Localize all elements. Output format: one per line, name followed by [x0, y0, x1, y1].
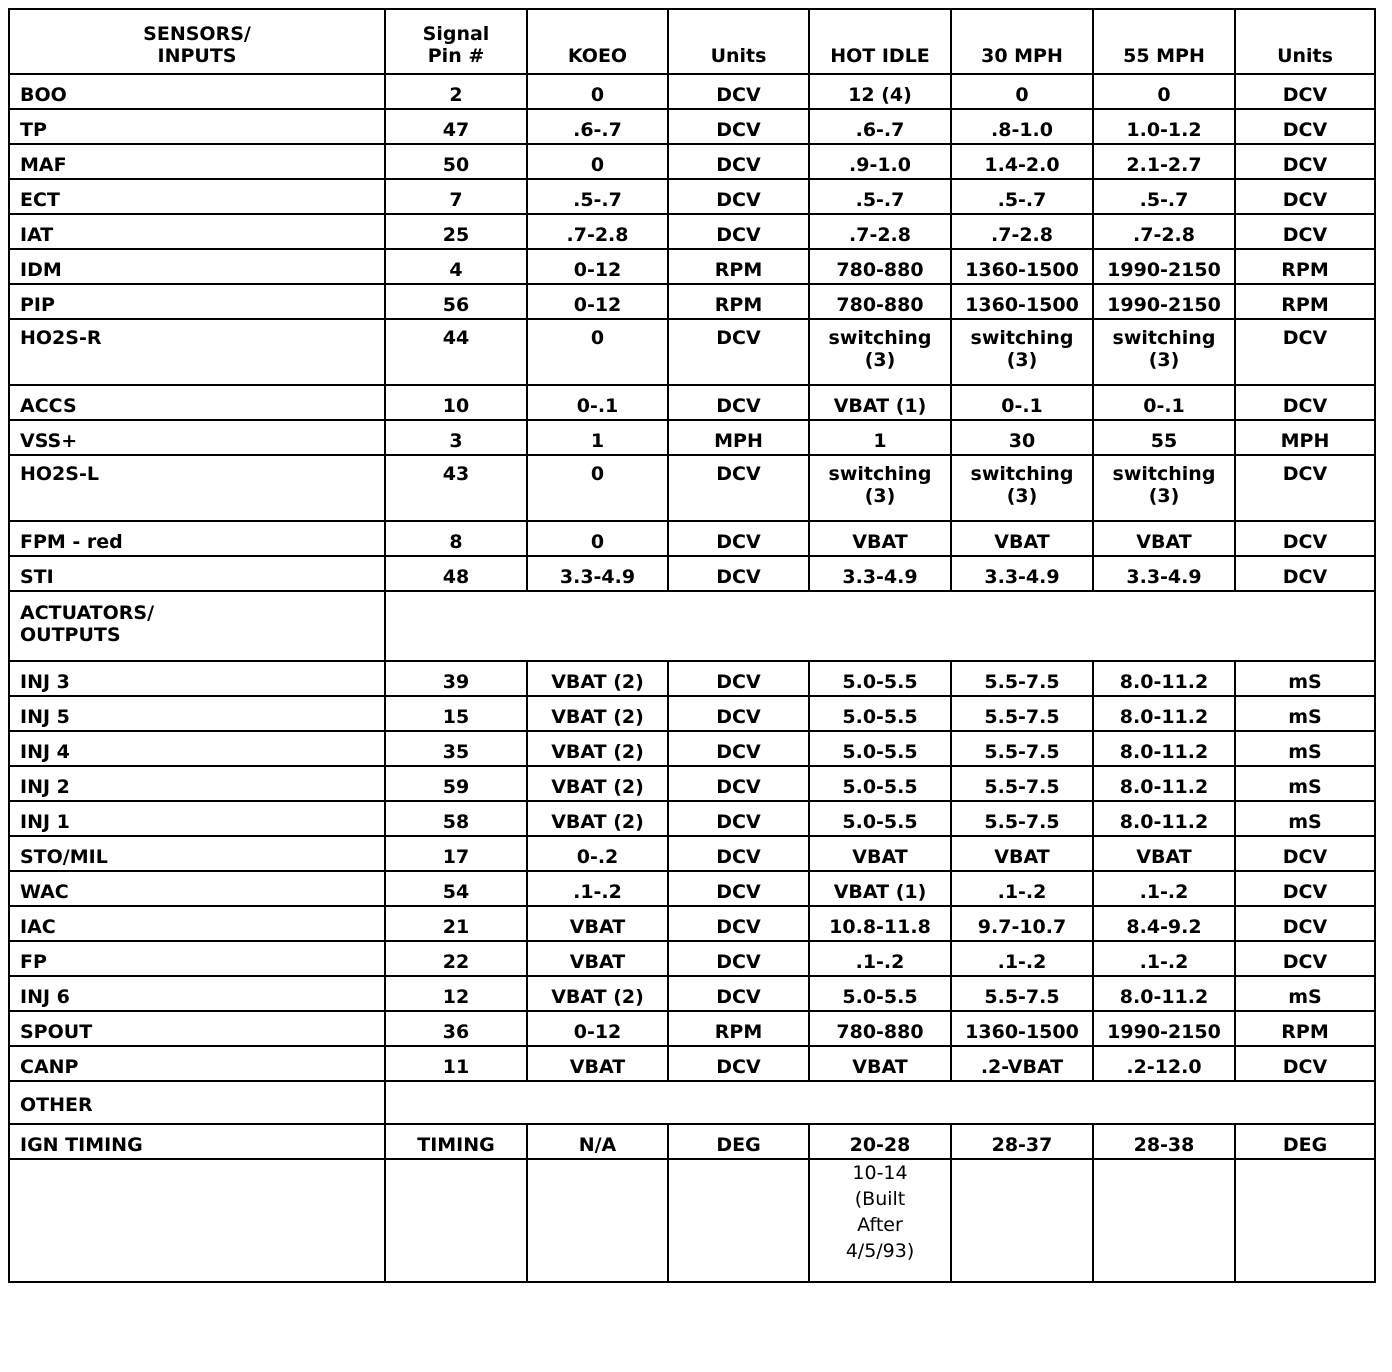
empty-cell	[668, 1159, 809, 1282]
header-sensors-line1: SENSORS/	[143, 23, 251, 45]
cell-30-mph: 3.3-4.9	[951, 556, 1093, 591]
cell-units-2: RPM	[1235, 284, 1375, 319]
table-row	[9, 906, 1375, 941]
cell-name: ACCS	[9, 385, 385, 420]
cell-koeo: 3.3-4.9	[527, 556, 668, 591]
cell-name: IDM	[9, 249, 385, 284]
cell-30-mph: 9.7-10.7	[951, 906, 1093, 941]
table-row	[9, 731, 1375, 766]
cell-55-mph: 3.3-4.9	[1093, 556, 1235, 591]
cell-55-mph: 0	[1093, 74, 1235, 109]
footnote-row	[9, 1159, 1375, 1282]
cell-units-2: DCV	[1235, 319, 1375, 385]
footnote-line: 4/5/93)	[845, 1240, 915, 1262]
cell-koeo: VBAT	[527, 906, 668, 941]
cell-pin: 11	[385, 1046, 527, 1081]
cell-units: RPM	[668, 284, 809, 319]
cell-units: DCV	[668, 319, 809, 385]
cell-30-mph: 0-.1	[951, 385, 1093, 420]
empty-cell	[385, 1159, 527, 1282]
header-hot-idle: HOT IDLE	[809, 9, 951, 74]
table-row	[9, 661, 1375, 696]
table-row	[9, 556, 1375, 591]
cell-30-mph: .5-.7	[951, 179, 1093, 214]
section-label-line: OUTPUTS	[20, 624, 121, 646]
cell-pin: 3	[385, 420, 527, 455]
cell-units-2: DCV	[1235, 906, 1375, 941]
cell-pin: 7	[385, 179, 527, 214]
cell-pin: 4	[385, 249, 527, 284]
cell-name: INJ 1	[9, 801, 385, 836]
empty-cell	[527, 1159, 668, 1282]
header-signal-line1: Signal	[422, 23, 490, 45]
cell-koeo: VBAT (2)	[527, 976, 668, 1011]
cell-55-mph: 1990-2150	[1093, 284, 1235, 319]
cell-55-mph: 1990-2150	[1093, 1011, 1235, 1046]
header-sensors-line2: INPUTS	[157, 45, 237, 67]
table-row	[9, 420, 1375, 455]
cell-units: DCV	[668, 696, 809, 731]
cell-30-mph: .1-.2	[951, 941, 1093, 976]
cell-55-mph: 1990-2150	[1093, 249, 1235, 284]
cell-units-2: RPM	[1235, 1011, 1375, 1046]
cell-koeo: 1	[527, 420, 668, 455]
cell-koeo: .6-.7	[527, 109, 668, 144]
cell-30-mph: 0	[951, 74, 1093, 109]
cell-units: RPM	[668, 249, 809, 284]
cell-koeo: 0-12	[527, 1011, 668, 1046]
cell-units: DCV	[668, 144, 809, 179]
cell-pin: 58	[385, 801, 527, 836]
cell-pin: 59	[385, 766, 527, 801]
cell-pin: 36	[385, 1011, 527, 1046]
empty-cell	[1093, 1159, 1235, 1282]
cell-units-2: DCV	[1235, 214, 1375, 249]
cell-30-mph: .7-2.8	[951, 214, 1093, 249]
section-empty-span	[385, 1081, 1375, 1124]
header-55-mph: 55 MPH	[1093, 9, 1235, 74]
cell-pin: 50	[385, 144, 527, 179]
table-row	[9, 941, 1375, 976]
cell-name: INJ 4	[9, 731, 385, 766]
cell-koeo: VBAT (2)	[527, 696, 668, 731]
cell-hot-idle: 780-880	[809, 1011, 951, 1046]
header-row	[9, 9, 1375, 74]
cell-units: DCV	[668, 1046, 809, 1081]
header-sensors-inputs	[9, 9, 385, 74]
cell-55-mph: 8.4-9.2	[1093, 906, 1235, 941]
cell-koeo: .1-.2	[527, 871, 668, 906]
cell-55-mph: 8.0-11.2	[1093, 801, 1235, 836]
cell-30-mph: 28-37	[951, 1124, 1093, 1159]
table-row	[9, 214, 1375, 249]
cell-30-mph: 1360-1500	[951, 1011, 1093, 1046]
cell-30-mph: 5.5-7.5	[951, 976, 1093, 1011]
cell-units: DCV	[668, 941, 809, 976]
cell-koeo: VBAT (2)	[527, 731, 668, 766]
cell-units: DCV	[668, 976, 809, 1011]
cell-pin: 15	[385, 696, 527, 731]
cell-55-mph: 28-38	[1093, 1124, 1235, 1159]
cell-units: DCV	[668, 661, 809, 696]
cell-hot-idle: .6-.7	[809, 109, 951, 144]
cell-hot-idle: 1	[809, 420, 951, 455]
cell-55-mph: switching (3)	[1093, 319, 1235, 385]
cell-pin: 35	[385, 731, 527, 766]
cell-name: STO/MIL	[9, 836, 385, 871]
cell-pin: TIMING	[385, 1124, 527, 1159]
cell-units: DCV	[668, 179, 809, 214]
cell-units-2: mS	[1235, 731, 1375, 766]
section-label: OTHER	[9, 1081, 385, 1124]
cell-units-2: mS	[1235, 696, 1375, 731]
cell-hot-idle: .7-2.8	[809, 214, 951, 249]
cell-koeo: 0	[527, 319, 668, 385]
cell-units: DCV	[668, 766, 809, 801]
cell-hot-idle: VBAT	[809, 836, 951, 871]
cell-koeo: VBAT	[527, 1046, 668, 1081]
cell-koeo: 0-.1	[527, 385, 668, 420]
cell-name: IGN TIMING	[9, 1124, 385, 1159]
cell-units: DCV	[668, 109, 809, 144]
table-row	[9, 521, 1375, 556]
cell-units: DCV	[668, 214, 809, 249]
cell-koeo: VBAT (2)	[527, 766, 668, 801]
cell-name: VSS+	[9, 420, 385, 455]
cell-pin: 8	[385, 521, 527, 556]
cell-hot-idle: 780-880	[809, 284, 951, 319]
cell-hot-idle: 3.3-4.9	[809, 556, 951, 591]
cell-name: FP	[9, 941, 385, 976]
cell-55-mph: VBAT	[1093, 836, 1235, 871]
cell-name: INJ 5	[9, 696, 385, 731]
cell-30-mph: 1360-1500	[951, 284, 1093, 319]
footnote-line: 10-14	[852, 1162, 908, 1184]
table-row	[9, 144, 1375, 179]
section-label-line: ACTUATORS/	[20, 602, 155, 624]
cell-koeo: N/A	[527, 1124, 668, 1159]
cell-units-2: DCV	[1235, 521, 1375, 556]
cell-30-mph: .2-VBAT	[951, 1046, 1093, 1081]
cell-pin: 54	[385, 871, 527, 906]
cell-pin: 12	[385, 976, 527, 1011]
table-row	[9, 766, 1375, 801]
cell-55-mph: .1-.2	[1093, 941, 1235, 976]
cell-55-mph: 55	[1093, 420, 1235, 455]
cell-30-mph: 1360-1500	[951, 249, 1093, 284]
cell-name: HO2S-R	[9, 319, 385, 385]
table-row	[9, 1046, 1375, 1081]
cell-units-2: MPH	[1235, 420, 1375, 455]
cell-pin: 17	[385, 836, 527, 871]
cell-name: SPOUT	[9, 1011, 385, 1046]
table-row	[9, 1011, 1375, 1046]
cell-55-mph: .5-.7	[1093, 179, 1235, 214]
cell-units: MPH	[668, 420, 809, 455]
cell-30-mph: 5.5-7.5	[951, 661, 1093, 696]
cell-pin: 21	[385, 906, 527, 941]
sensor-data-table	[8, 8, 1376, 1283]
cell-units-2: DCV	[1235, 385, 1375, 420]
cell-hot-idle: 5.0-5.5	[809, 696, 951, 731]
cell-units-2: DCV	[1235, 836, 1375, 871]
table-row	[9, 179, 1375, 214]
cell-55-mph: 2.1-2.7	[1093, 144, 1235, 179]
cell-hot-idle: 5.0-5.5	[809, 801, 951, 836]
cell-units-2: DCV	[1235, 871, 1375, 906]
cell-30-mph: 5.5-7.5	[951, 766, 1093, 801]
cell-koeo: VBAT	[527, 941, 668, 976]
table-row	[9, 1124, 1375, 1159]
cell-units-2: RPM	[1235, 249, 1375, 284]
table-row	[9, 74, 1375, 109]
cell-name: MAF	[9, 144, 385, 179]
cell-units-2: DCV	[1235, 144, 1375, 179]
table-row	[9, 871, 1375, 906]
cell-hot-idle: 5.0-5.5	[809, 766, 951, 801]
section-row	[9, 591, 1375, 661]
cell-55-mph: 8.0-11.2	[1093, 731, 1235, 766]
cell-55-mph: .1-.2	[1093, 871, 1235, 906]
cell-units: RPM	[668, 1011, 809, 1046]
cell-name: ECT	[9, 179, 385, 214]
table-row	[9, 385, 1375, 420]
cell-units: DCV	[668, 455, 809, 521]
cell-55-mph: 0-.1	[1093, 385, 1235, 420]
cell-koeo: .7-2.8	[527, 214, 668, 249]
cell-pin: 47	[385, 109, 527, 144]
empty-cell	[951, 1159, 1093, 1282]
table-row	[9, 696, 1375, 731]
table-row	[9, 801, 1375, 836]
cell-units-2: DCV	[1235, 455, 1375, 521]
cell-55-mph: 8.0-11.2	[1093, 766, 1235, 801]
cell-hot-idle: .9-1.0	[809, 144, 951, 179]
cell-30-mph: 5.5-7.5	[951, 696, 1093, 731]
table-row	[9, 249, 1375, 284]
cell-30-mph: .1-.2	[951, 871, 1093, 906]
cell-name: HO2S-L	[9, 455, 385, 521]
cell-pin: 22	[385, 941, 527, 976]
cell-units-2: DCV	[1235, 941, 1375, 976]
cell-hot-idle: 20-28	[809, 1124, 951, 1159]
cell-pin: 44	[385, 319, 527, 385]
hot-idle-footnote	[809, 1159, 951, 1282]
cell-koeo: 0	[527, 455, 668, 521]
cell-name: INJ 2	[9, 766, 385, 801]
empty-cell	[9, 1159, 385, 1282]
table-row	[9, 109, 1375, 144]
cell-units-2: DCV	[1235, 109, 1375, 144]
cell-name: STI	[9, 556, 385, 591]
cell-units: DCV	[668, 731, 809, 766]
table-row	[9, 455, 1375, 521]
cell-units: DCV	[668, 74, 809, 109]
cell-units-2: DCV	[1235, 1046, 1375, 1081]
cell-name: PIP	[9, 284, 385, 319]
cell-name: INJ 6	[9, 976, 385, 1011]
cell-hot-idle: VBAT (1)	[809, 871, 951, 906]
cell-hot-idle: switching (3)	[809, 455, 951, 521]
cell-hot-idle: 12 (4)	[809, 74, 951, 109]
cell-55-mph: 8.0-11.2	[1093, 696, 1235, 731]
cell-hot-idle: VBAT (1)	[809, 385, 951, 420]
table-row	[9, 284, 1375, 319]
cell-30-mph: VBAT	[951, 521, 1093, 556]
cell-units: DCV	[668, 521, 809, 556]
cell-pin: 10	[385, 385, 527, 420]
cell-30-mph: switching (3)	[951, 455, 1093, 521]
cell-pin: 43	[385, 455, 527, 521]
cell-pin: 2	[385, 74, 527, 109]
cell-55-mph: 8.0-11.2	[1093, 976, 1235, 1011]
cell-units: DCV	[668, 385, 809, 420]
cell-30-mph: 5.5-7.5	[951, 801, 1093, 836]
cell-units: DCV	[668, 556, 809, 591]
cell-koeo: 0-12	[527, 284, 668, 319]
cell-name: BOO	[9, 74, 385, 109]
cell-hot-idle: 780-880	[809, 249, 951, 284]
cell-name: TP	[9, 109, 385, 144]
cell-units-2: mS	[1235, 661, 1375, 696]
cell-units-2: DCV	[1235, 74, 1375, 109]
cell-hot-idle: 10.8-11.8	[809, 906, 951, 941]
cell-55-mph: switching (3)	[1093, 455, 1235, 521]
header-30-mph: 30 MPH	[951, 9, 1093, 74]
cell-30-mph: .8-1.0	[951, 109, 1093, 144]
cell-name: IAT	[9, 214, 385, 249]
section-empty-span	[385, 591, 1375, 661]
cell-hot-idle: .1-.2	[809, 941, 951, 976]
empty-cell	[1235, 1159, 1375, 1282]
cell-pin: 48	[385, 556, 527, 591]
cell-units-2: mS	[1235, 801, 1375, 836]
cell-hot-idle: .5-.7	[809, 179, 951, 214]
cell-units-2: mS	[1235, 766, 1375, 801]
cell-hot-idle: VBAT	[809, 521, 951, 556]
cell-koeo: VBAT (2)	[527, 661, 668, 696]
section-row	[9, 1081, 1375, 1124]
cell-name: WAC	[9, 871, 385, 906]
cell-koeo: VBAT (2)	[527, 801, 668, 836]
cell-name: FPM - red	[9, 521, 385, 556]
cell-koeo: 0	[527, 74, 668, 109]
cell-units-2: DCV	[1235, 556, 1375, 591]
cell-pin: 39	[385, 661, 527, 696]
cell-units: DEG	[668, 1124, 809, 1159]
cell-30-mph: 30	[951, 420, 1093, 455]
cell-units-2: mS	[1235, 976, 1375, 1011]
cell-30-mph: 1.4-2.0	[951, 144, 1093, 179]
cell-55-mph: .7-2.8	[1093, 214, 1235, 249]
cell-name: INJ 3	[9, 661, 385, 696]
cell-koeo: 0-12	[527, 249, 668, 284]
table-row	[9, 319, 1375, 385]
cell-30-mph: switching (3)	[951, 319, 1093, 385]
cell-koeo: 0	[527, 144, 668, 179]
cell-units: DCV	[668, 871, 809, 906]
header-units: Units	[668, 9, 809, 74]
cell-hot-idle: 5.0-5.5	[809, 731, 951, 766]
data-table-container	[8, 8, 1374, 1362]
header-koeo: KOEO	[527, 9, 668, 74]
cell-koeo: 0-.2	[527, 836, 668, 871]
cell-hot-idle: 5.0-5.5	[809, 661, 951, 696]
footnote-line: (Built	[854, 1188, 906, 1210]
cell-hot-idle: switching (3)	[809, 319, 951, 385]
cell-hot-idle: VBAT	[809, 1046, 951, 1081]
cell-units: DCV	[668, 906, 809, 941]
cell-name: IAC	[9, 906, 385, 941]
cell-pin: 25	[385, 214, 527, 249]
cell-koeo: 0	[527, 521, 668, 556]
section-label	[9, 591, 385, 661]
cell-55-mph: 1.0-1.2	[1093, 109, 1235, 144]
cell-units-2: DCV	[1235, 179, 1375, 214]
table-row	[9, 836, 1375, 871]
cell-units-2: DEG	[1235, 1124, 1375, 1159]
cell-55-mph: VBAT	[1093, 521, 1235, 556]
cell-55-mph: 8.0-11.2	[1093, 661, 1235, 696]
cell-pin: 56	[385, 284, 527, 319]
cell-units: DCV	[668, 801, 809, 836]
cell-units: DCV	[668, 836, 809, 871]
cell-koeo: .5-.7	[527, 179, 668, 214]
cell-name: CANP	[9, 1046, 385, 1081]
header-units-2: Units	[1235, 9, 1375, 74]
cell-hot-idle: 5.0-5.5	[809, 976, 951, 1011]
cell-30-mph: 5.5-7.5	[951, 731, 1093, 766]
cell-30-mph: VBAT	[951, 836, 1093, 871]
footnote-line: After	[857, 1214, 903, 1236]
cell-55-mph: .2-12.0	[1093, 1046, 1235, 1081]
header-signal-pin	[385, 9, 527, 74]
header-signal-line2: Pin #	[427, 45, 485, 67]
table-row	[9, 976, 1375, 1011]
